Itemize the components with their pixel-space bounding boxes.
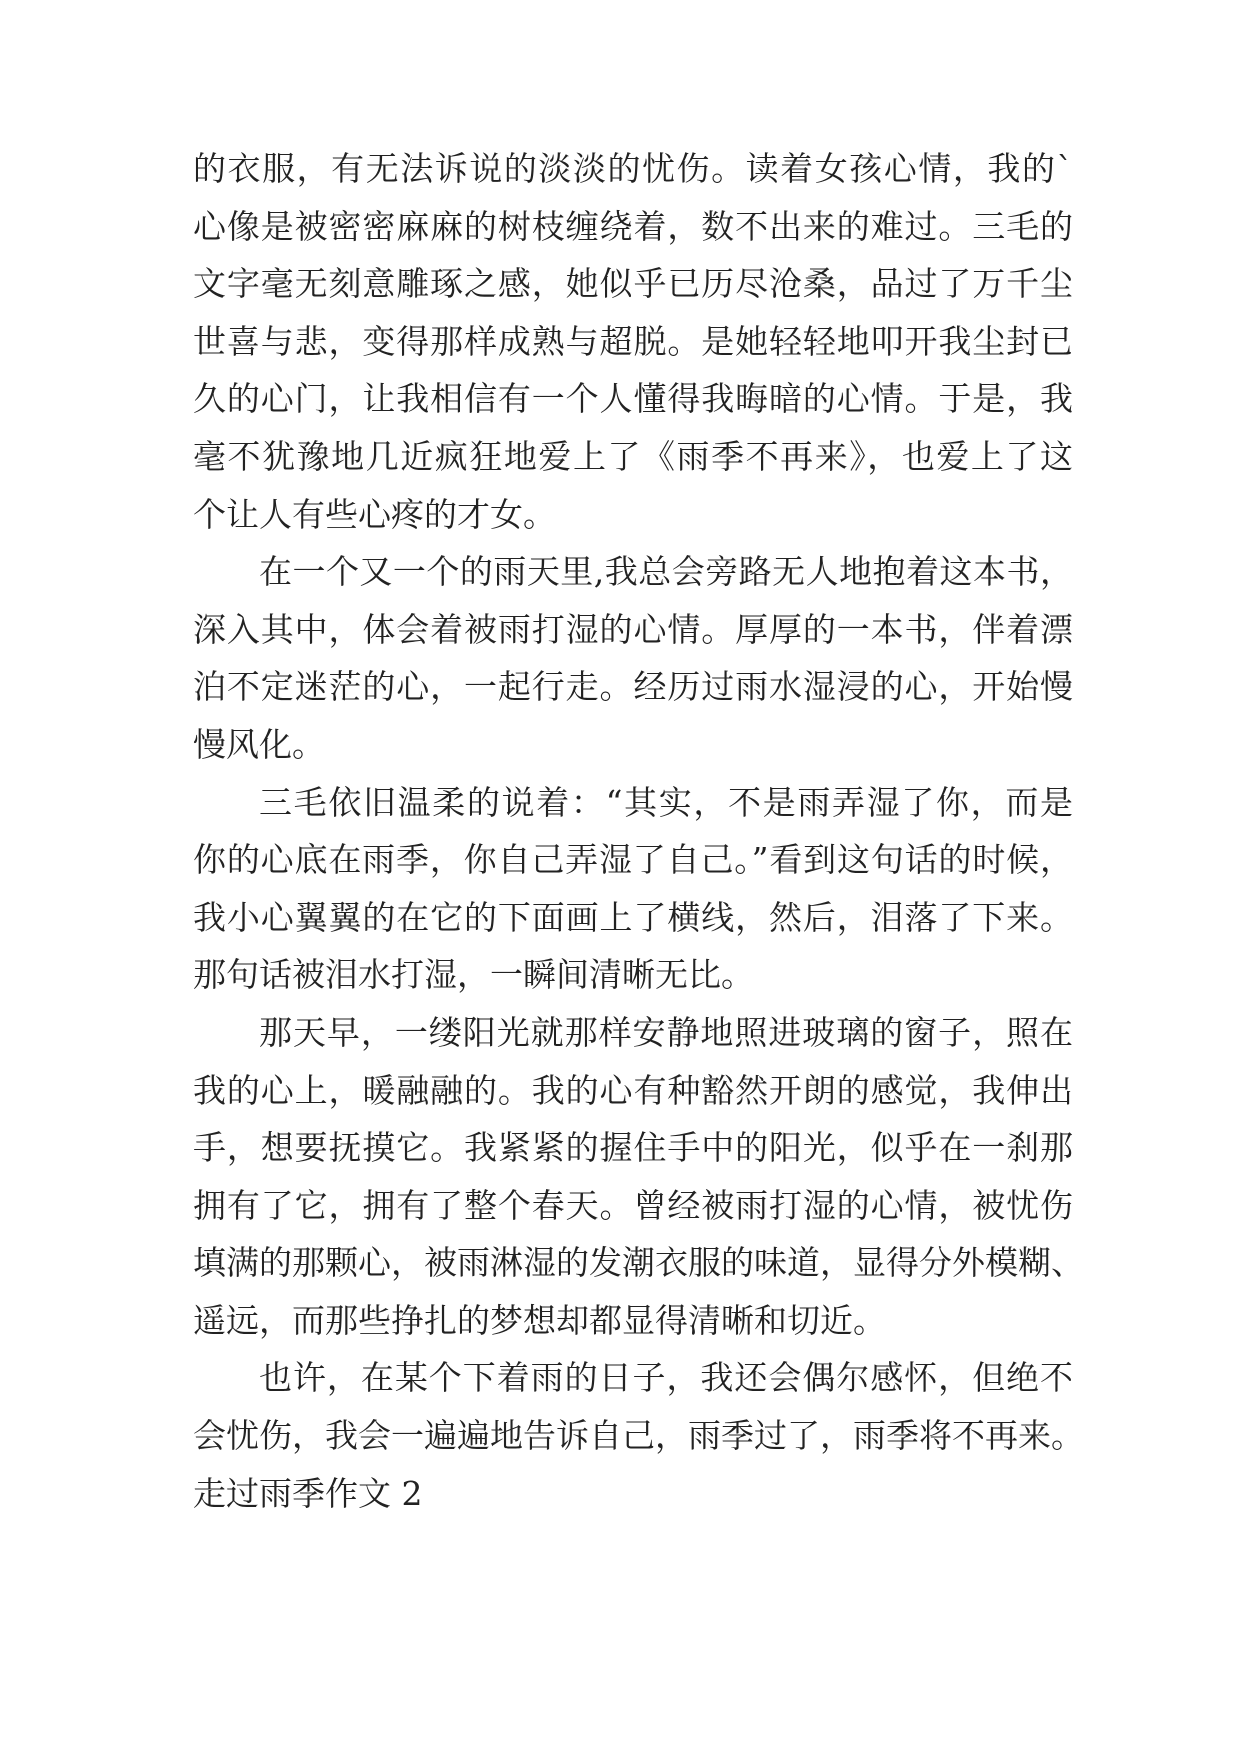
paragraph [193,1349,1084,1464]
paragraph [193,140,1073,543]
text-line: 久的心门，让我相信有一个人懂得我晦暗的心情。于是，我 [193,379,1073,419]
text-line: 也许，在某个下着雨的日子，我还会偶尔感怀，但绝不 [259,1358,1073,1398]
paragraph [193,1004,1084,1350]
text-line: 文字毫无刻意雕琢之感，她似乎已历尽沧桑，品过了万千尘 [193,264,1073,304]
text-line: 泊不定迷茫的心，一起行走。经历过雨水湿浸的心，开始慢 [193,667,1073,707]
text-line: 慢风化。 [193,724,325,764]
text-line: 填满的那颗心，被雨淋湿的发潮衣服的味道，显得分外模糊、 [193,1243,1084,1283]
text-line: 那天早，一缕阳光就那样安静地照进玻璃的窗子，照在 [259,1012,1073,1052]
text-line: 在一个又一个的雨天里,我总会旁路无人地抱着这本书， [259,552,1073,592]
document-body [193,140,1084,1522]
text-line: 那句话被泪水打湿，一瞬间清晰无比。 [193,955,754,995]
text-line: 世喜与悲，变得那样成熟与超脱。是她轻轻地叩开我尘封已 [193,321,1073,361]
text-line: 你的心底在雨季，你自己弄湿了自己。”看到这句话的时候， [193,840,1073,880]
text-line: 手，想要抚摸它。我紧紧的握住手中的阳光，似乎在一刹那 [193,1128,1073,1168]
text-line: 的衣服，有无法诉说的淡淡的忧伤。读着女孩心情，我的` [193,149,1073,188]
text-line: 深入其中，体会着被雨打湿的心情。厚厚的一本书，伴着漂 [193,609,1073,649]
text-line: 个让人有些心疼的才女。 [193,494,556,534]
text-line: 我的心上，暖融融的。我的心有种豁然开朗的感觉，我伸出 [193,1070,1073,1110]
section-title: 走过雨季作文 2 [193,1473,423,1513]
text-line: 拥有了它，拥有了整个春天。曾经被雨打湿的心情，被忧伤 [193,1185,1073,1225]
text-line: 毫不犹豫地几近疯狂地爱上了《雨季不再来》，也爱上了这 [193,436,1073,476]
text-line: 我小心翼翼的在它的下面画上了横线，然后，泪落了下来。 [193,897,1073,937]
text-line: 遥远，而那些挣扎的梦想却都显得清晰和切近。 [193,1300,886,1340]
text-line: 会忧伤，我会一遍遍地告诉自己，雨季过了，雨季将不再来。 [193,1416,1084,1456]
text-line: 心像是被密密麻麻的树枝缠绕着，数不出来的难过。三毛的 [193,206,1073,246]
paragraph [193,543,1073,773]
paragraph [193,774,1073,1004]
text-line: 三毛依旧温柔的说着：“其实，不是雨弄湿了你，而是 [259,782,1073,822]
